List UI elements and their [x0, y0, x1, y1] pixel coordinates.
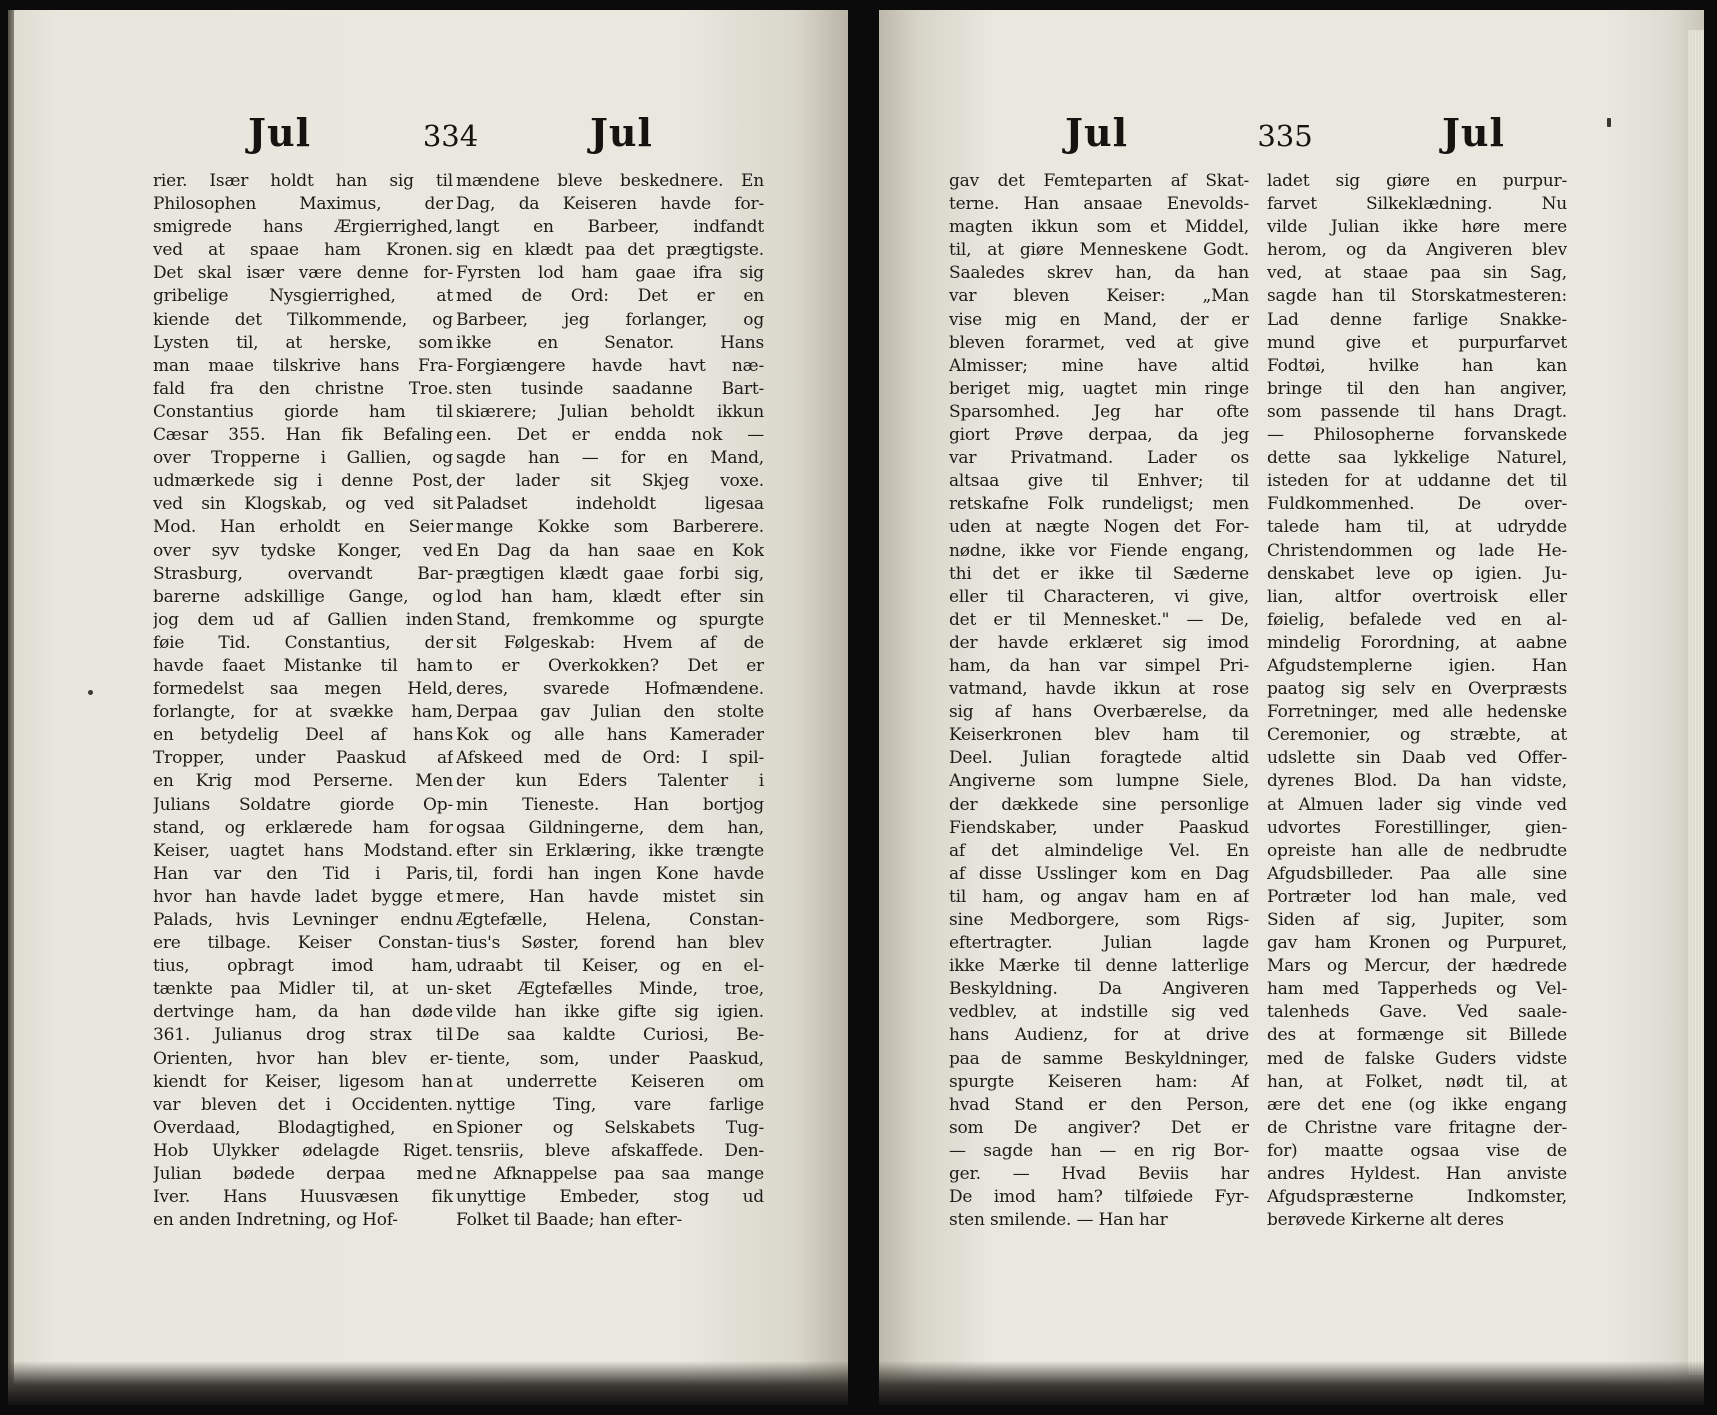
text-line: eller til Characteren, vi give,: [949, 586, 1249, 607]
text-line: ikke en Senator. Hans: [456, 332, 764, 353]
text-line: ere tilbage. Keiser Constan-: [153, 933, 453, 954]
text-line: der lader sit Skjeg voxe.: [456, 471, 764, 492]
text-line: magten ikkun som et Middel,: [949, 217, 1249, 238]
text-line: herom, og da Angiveren blev: [1267, 240, 1567, 261]
text-line: Fuldkommenhed. De over-: [1267, 494, 1567, 515]
text-line: over Tropperne i Gallien, og: [153, 448, 453, 469]
text-line: Orienten, hvor han blev er-: [153, 1048, 453, 1069]
text-line: eftertragter. Julian lagde: [949, 933, 1249, 954]
text-line: havde faaet Mistanke til ham: [153, 655, 453, 676]
text-line: til ham, og angav ham en af: [949, 886, 1249, 907]
text-line: Derpaa gav Julian den stolte: [456, 702, 764, 723]
text-line: langt en Barbeer, indfandt: [456, 217, 764, 238]
text-line: kiendt for Keiser, ligesom han: [153, 1071, 453, 1092]
text-line: gribelige Nysgierrighed, at: [153, 286, 453, 307]
text-line: smigrede hans Ærgierrighed,: [153, 217, 453, 238]
text-line: sten tusinde saadanne Bart-: [456, 378, 764, 399]
text-line: gav det Femteparten af Skat-: [949, 171, 1249, 191]
text-line: isteden for at uddanne det til: [1267, 471, 1567, 492]
text-line: en anden Indretning, og Hof-: [153, 1210, 398, 1231]
text-line: en betydelig Deel af hans: [153, 725, 453, 746]
text-line: var bleven det i Occidenten.: [153, 1094, 453, 1115]
text-line: forlangte, for at svække ham,: [153, 702, 453, 723]
text-line: Ceremonier, og stræbte, at: [1267, 725, 1567, 746]
text-line: det er til Mennesket." — De,: [949, 609, 1249, 630]
text-line: Julians Soldatre giorde Op-: [153, 794, 453, 815]
text-line: tænkte paa Midler til, at un-: [153, 979, 453, 1000]
text-line: beriget mig, uagtet min ringe: [949, 378, 1249, 399]
text-line: Dag, da Keiseren havde for-: [456, 194, 764, 215]
text-line: Portræter lod han male, ved: [1267, 886, 1567, 907]
text-line: fald fra den christne Troe.: [153, 378, 453, 399]
text-line: Siden af sig, Jupiter, som: [1267, 910, 1567, 930]
text-line: min Tieneste. Han bortjog: [456, 794, 764, 815]
right-page-column-1: [949, 170, 1249, 1232]
text-line: paatog sig selv en Overpræsts: [1267, 679, 1567, 700]
left-page-column-1: [153, 170, 453, 1232]
text-line: sket Ægtefælles Minde, troe,: [456, 979, 764, 1000]
left-page: [8, 10, 848, 1405]
text-line: 361. Julianus drog strax til: [153, 1025, 453, 1046]
text-line: altsaa give til Enhver; til: [949, 471, 1249, 492]
text-line: deres, svarede Hofmændene.: [456, 679, 764, 700]
text-line: Folket til Baade; han efter-: [456, 1210, 683, 1231]
text-line: hvad Stand er den Person,: [949, 1094, 1249, 1115]
right-page-number: 335: [1257, 119, 1313, 153]
left-page-scan: [8, 10, 855, 1405]
text-line: han, at Folket, nødt til, at: [1267, 1071, 1567, 1092]
right-header-right-word: Jul: [1441, 110, 1505, 155]
text-line: til, fordi han ingen Kone havde: [456, 863, 764, 884]
text-line: Forretninger, med alle hedenske: [1267, 702, 1567, 723]
text-line: bleven forarmet, ved at give: [949, 332, 1249, 353]
text-line: føie Tid. Constantius, der: [153, 632, 453, 653]
text-line: man maae tilskrive hans Fra-: [153, 355, 453, 376]
text-line: ved, at staae paa sin Sag,: [1267, 263, 1567, 284]
text-line: som De angiver? Det er: [949, 1117, 1249, 1138]
text-line: tius, opbragt imod ham,: [153, 956, 453, 977]
text-line: lod han ham, klædt efter sin: [456, 586, 764, 607]
text-line: denskabet leve op igien. Ju-: [1267, 563, 1567, 584]
text-line: De imod ham? tilføiede Fyr-: [949, 1187, 1249, 1208]
text-line: ære det ene (og ikke engang: [1267, 1094, 1567, 1115]
text-line: af disse Usslinger kom en Dag: [949, 863, 1249, 884]
text-line: der havde erklæret sig imod: [949, 632, 1249, 653]
text-line: Lad denne farlige Snakke-: [1267, 309, 1567, 330]
ink-mark: [1607, 118, 1611, 127]
text-line: andres Hyldest. Han anviste: [1267, 1164, 1567, 1185]
text-line: sit Følgeskab: Hvem af de: [456, 632, 764, 653]
text-line: Saaledes skrev han, da han: [949, 263, 1249, 284]
text-line: hvor han havde ladet bygge et: [153, 886, 453, 907]
text-line: Mod. Han erholdt en Seier: [153, 517, 453, 538]
text-line: udslette sin Daab ved Offer-: [1267, 748, 1567, 769]
page-bottom-shadow: [8, 1361, 848, 1405]
text-line: nødne, ikke vor Fiende engang,: [949, 540, 1249, 561]
text-line: Det skal især være denne for-: [153, 263, 453, 284]
text-line: ved at spaae ham Kronen.: [153, 240, 453, 261]
text-line: Afgudsbilleder. Paa alle sine: [1267, 863, 1567, 884]
ink-speck: [88, 690, 93, 695]
right-page-header: [1065, 110, 1505, 166]
text-line: af det almindelige Vel. En: [949, 840, 1249, 861]
text-line: uden at nægte Nogen det For-: [949, 517, 1249, 538]
text-line: mere, Han havde mistet sin: [456, 886, 764, 907]
text-line: at underrette Keiseren om: [456, 1071, 764, 1092]
text-line: Sparsomhed. Jeg har ofte: [949, 401, 1249, 422]
text-line: — Philosopherne forvanskede: [1267, 425, 1567, 446]
left-page-header: [248, 110, 653, 166]
text-line: som passende til hans Dragt.: [1267, 401, 1567, 422]
right-page: [879, 10, 1704, 1405]
text-line: Stand, fremkomme og spurgte: [456, 609, 764, 630]
text-line: Iver. Hans Huusvæsen fik: [153, 1187, 453, 1208]
text-line: giort Prøve derpaa, da jeg: [949, 425, 1249, 446]
text-line: med de falske Guders vidste: [1267, 1048, 1567, 1069]
text-line: Lysten til, at herske, som: [153, 332, 453, 353]
text-line: farvet Silkeklædning. Nu: [1267, 194, 1567, 215]
text-line: kiende det Tilkommende, og: [153, 309, 453, 330]
text-line: Spioner og Selskabets Tug-: [456, 1117, 764, 1138]
text-line: dertvinge ham, da han døde: [153, 1002, 453, 1023]
text-line: Han var den Tid i Paris,: [153, 863, 453, 884]
text-line: for) maatte ogsaa vise de: [1267, 1140, 1567, 1161]
text-line: Julian bødede derpaa med: [153, 1164, 453, 1185]
text-line: bringe til den han angiver,: [1267, 378, 1567, 399]
text-line: med de Ord: Det er en: [456, 286, 764, 307]
text-line: vilde Julian ikke høre mere: [1267, 217, 1567, 238]
text-line: mund give et purpurfarvet: [1267, 332, 1567, 353]
text-line: — sagde han — en rig Bor-: [949, 1140, 1249, 1161]
text-line: to er Overkokken? Det er: [456, 655, 764, 676]
text-line: Deel. Julian foragtede altid: [949, 748, 1249, 769]
text-line: de Christne vare fritagne der-: [1267, 1117, 1567, 1138]
text-line: Christendommen og lade He-: [1267, 540, 1567, 561]
text-line: ne Afknappelse paa saa mange: [456, 1164, 764, 1185]
text-line: barerne adskillige Gange, og: [153, 586, 453, 607]
text-line: Kok og alle hans Kamerader: [456, 725, 764, 746]
text-line: sten smilende. — Han har: [949, 1210, 1168, 1231]
text-line: en Krig mod Perserne. Men: [153, 771, 453, 792]
text-line: Philosophen Maximus, der: [153, 194, 453, 215]
left-page-number: 334: [422, 119, 479, 153]
text-line: rier. Især holdt han sig til: [153, 171, 453, 191]
text-line: sig af hans Overbærelse, da: [949, 702, 1249, 723]
text-line: Fodtøi, hvilke han kan: [1267, 355, 1567, 376]
text-line: talenheds Gave. Ved saale-: [1267, 1002, 1567, 1023]
text-line: mange Kokke som Barberere.: [456, 517, 764, 538]
text-line: De saa kaldte Curiosi, Be-: [456, 1025, 764, 1046]
text-line: spurgte Keiseren ham: Af: [949, 1071, 1249, 1092]
text-line: var Privatmand. Lader os: [949, 448, 1249, 469]
text-line: Afgudstemplerne igien. Han: [1267, 655, 1567, 676]
text-line: sagde han til Storskatmesteren:: [1267, 286, 1567, 307]
text-line: Constantius giorde ham til: [153, 401, 453, 422]
text-line: ger. — Hvad Beviis har: [949, 1164, 1249, 1185]
text-line: udraabt til Keiser, og en el-: [456, 956, 764, 977]
text-line: tius's Søster, forend han blev: [456, 933, 764, 954]
text-line: Palads, hvis Levninger endnu: [153, 910, 453, 930]
right-page-fore-edge: [1688, 30, 1704, 1375]
text-line: formedelst saa megen Held,: [153, 679, 453, 700]
text-line: ikke Mærke til denne latterlige: [949, 956, 1249, 977]
text-line: vilde han ikke gifte sig igien.: [456, 1002, 764, 1023]
text-line: Almisser; mine have altid: [949, 355, 1249, 376]
text-line: Mars og Mercur, der hædrede: [1267, 956, 1567, 977]
text-line: Strasburg, overvandt Bar-: [153, 563, 453, 584]
text-line: var bleven Keiser: „Man: [949, 286, 1249, 307]
text-line: Afskeed med de Ord: I spil-: [456, 748, 764, 769]
text-line: tiente, som, under Paaskud,: [456, 1048, 764, 1069]
text-line: at Almuen lader sig vinde ved: [1267, 794, 1567, 815]
text-line: opreiste han alle de nedbrudte: [1267, 840, 1567, 861]
text-line: Cæsar 355. Han fik Befaling: [153, 425, 453, 446]
right-page-scan: [873, 10, 1709, 1405]
text-line: efter sin Erklæring, ikke trængte: [456, 840, 764, 861]
text-line: sine Medborgere, som Rigs-: [949, 910, 1249, 930]
text-line: Tropper, under Paaskud af: [153, 748, 453, 769]
text-line: een. Det er endda nok —: [456, 425, 764, 446]
text-line: ham med Tapperheds og Vel-: [1267, 979, 1567, 1000]
text-line: sig en klædt paa det prægtigste.: [456, 240, 764, 261]
text-line: mindelig Forordning, at aabne: [1267, 632, 1567, 653]
text-line: vise mig en Mand, der er: [949, 309, 1249, 330]
text-line: Beskyldning. Da Angiveren: [949, 979, 1249, 1000]
text-line: retskafne Folk rundeligst; men: [949, 494, 1249, 515]
text-line: Keiserkronen blev ham til: [949, 725, 1249, 746]
text-line: stand, og erklærede ham for: [153, 817, 453, 838]
text-line: udvortes Forestillinger, gien-: [1267, 817, 1567, 838]
text-line: over syv tydske Konger, ved: [153, 540, 453, 561]
text-line: jog dem ud af Gallien inden: [153, 609, 453, 630]
left-page-outer-edge: [8, 10, 14, 1405]
text-line: gav ham Kronen og Purpuret,: [1267, 933, 1567, 954]
text-line: mændene bleve beskednere. En: [456, 171, 764, 191]
text-line: tensriis, bleve afskaffede. Den-: [456, 1140, 764, 1161]
text-line: Ægtefælle, Helena, Constan-: [456, 910, 764, 930]
text-line: Fiendskaber, under Paaskud: [949, 817, 1249, 838]
text-line: paa de samme Beskyldninger,: [949, 1048, 1249, 1069]
text-line: ladet sig giøre en purpur-: [1267, 171, 1567, 191]
text-line: Afgudspræsterne Indkomster,: [1267, 1187, 1567, 1208]
right-page-column-2: [1267, 170, 1567, 1232]
text-line: ham, da han var simpel Pri-: [949, 655, 1249, 676]
text-line: skiærere; Julian beholdt ikkun: [456, 401, 764, 422]
text-line: Keiser, uagtet hans Modstand.: [153, 840, 453, 861]
text-line: Fyrsten lod ham gaae ifra sig: [456, 263, 764, 284]
text-line: ved sin Klogskab, og ved sit: [153, 494, 453, 515]
text-line: Angiverne som lumpne Siele,: [949, 771, 1249, 792]
text-line: prægtigen klædt gaae forbi sig,: [456, 563, 764, 584]
text-line: berøvede Kirkerne alt deres: [1267, 1210, 1504, 1231]
text-line: Forgiængere havde havt næ-: [456, 355, 764, 376]
text-line: Hob Ulykker ødelagde Riget.: [153, 1140, 453, 1161]
text-line: nyttige Ting, vare farlige: [456, 1094, 764, 1115]
text-line: sagde han — for en Mand,: [456, 448, 764, 469]
text-line: udmærkede sig i denne Post,: [153, 471, 453, 492]
text-line: føielig, befalede ved en al-: [1267, 609, 1567, 630]
text-line: thi det er ikke til Sæderne: [949, 563, 1249, 584]
left-page-column-2: [456, 170, 764, 1232]
text-line: lian, altfor overtroisk eller: [1267, 586, 1567, 607]
text-line: hans Audienz, for at drive: [949, 1025, 1249, 1046]
text-line: der kun Eders Talenter i: [456, 771, 764, 792]
text-line: unyttige Embeder, stog ud: [456, 1187, 764, 1208]
text-line: vatmand, havde ikkun at rose: [949, 679, 1249, 700]
text-line: des at formænge sit Billede: [1267, 1025, 1567, 1046]
left-header-left-word: Jul: [248, 110, 312, 155]
text-line: En Dag da han saae en Kok: [456, 540, 764, 561]
text-line: talede ham til, at udrydde: [1267, 517, 1567, 538]
left-header-right-word: Jul: [589, 110, 653, 155]
text-line: Paladset indeholdt ligesaa: [456, 494, 764, 515]
text-line: terne. Han ansaae Enevolds-: [949, 194, 1249, 215]
text-line: der dækkede sine personlige: [949, 794, 1249, 815]
text-line: Barbeer, jeg forlanger, og: [456, 309, 764, 330]
page-bottom-shadow: [879, 1361, 1704, 1405]
text-line: ogsaa Gildningerne, dem han,: [456, 817, 764, 838]
right-header-left-word: Jul: [1065, 110, 1129, 155]
text-line: til, at giøre Menneskene Godt.: [949, 240, 1249, 261]
text-line: dette saa lykkelige Naturel,: [1267, 448, 1567, 469]
text-line: vedblev, at indstille sig ved: [949, 1002, 1249, 1023]
text-line: dyrenes Blod. Da han vidste,: [1267, 771, 1567, 792]
text-line: Overdaad, Blodagtighed, en: [153, 1117, 453, 1138]
